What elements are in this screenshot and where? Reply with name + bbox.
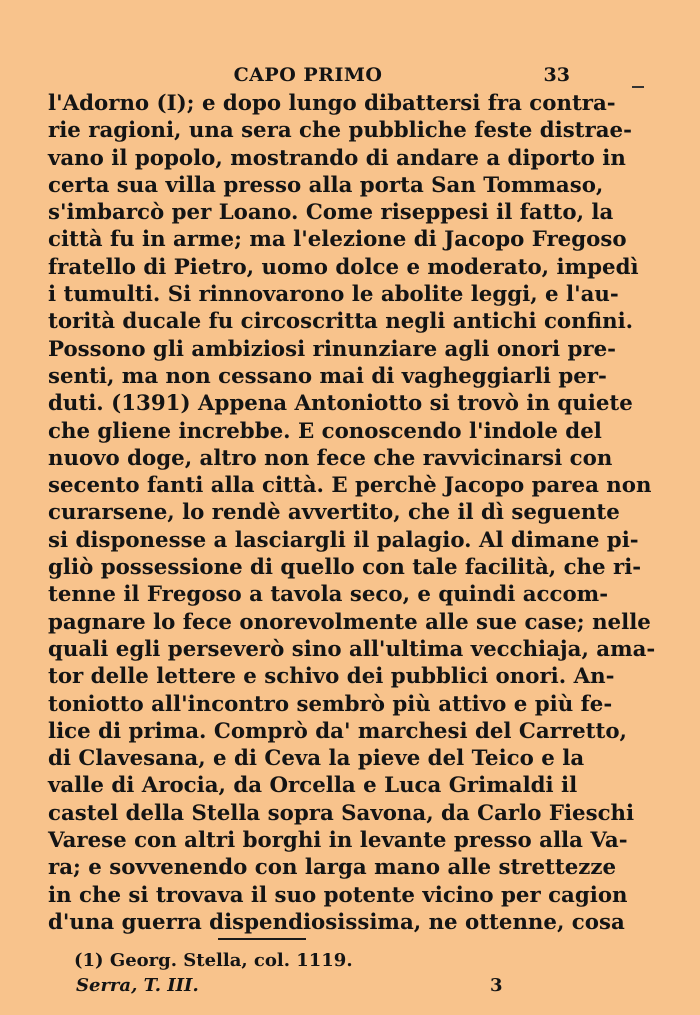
text-line: di Clavesana, e di Ceva la pieve del Teico e la <box>48 746 585 772</box>
text-line: toniotto all'incontro sembrò più attivo e più fe- <box>48 691 613 717</box>
margin-mark <box>632 86 644 88</box>
text-line: nuovo doge, altro non fece che ravvicinarsi con <box>48 445 613 471</box>
text-line: città fu in arme; ma l'elezione di Jacopo Fregoso <box>48 227 627 253</box>
text-line: vano il popolo, mostrando di andare a diporto in <box>48 145 626 171</box>
text-line: quali egli perseverò sino all'ultima vecchiaja, ama- <box>48 636 656 662</box>
text-line: si disponesse a lasciargli il palagio. Al dimane pi- <box>48 527 639 553</box>
text-line: l'Adorno (I); e dopo lungo dibattersi fra contra- <box>48 91 616 116</box>
footnote: (1) Georg. Stella, col. 1119. <box>74 950 353 971</box>
text-line: pagnare lo fece onorevolmente alle sue case; nelle <box>48 609 651 635</box>
body-text <box>48 90 656 936</box>
text-line: in che si trovava il suo potente vicino per cagion <box>48 882 628 908</box>
text-line: i tumulti. Si rinnovarono le abolite leggi, e l'au- <box>48 282 619 308</box>
text-line: Possono gli ambiziosi rinunziare agli onori pre- <box>48 336 616 362</box>
text-line: fratello di Pietro, uomo dolce e moderato, impedì <box>48 254 639 280</box>
signature-mark: Serra, T. III. <box>76 975 199 996</box>
text-line: tenne il Fregoso a tavola seco, e quindi accom- <box>48 582 609 608</box>
text-line: Varese con altri borghi in levante presso alla Va- <box>48 828 628 854</box>
text-line: s'imbarcò per Loano. Come riseppesi il fatto, la <box>48 200 614 226</box>
text-line: d'una guerra dispendiosissima, ne ottenne, cosa <box>48 909 625 935</box>
text-line: rie ragioni, una sera che pubbliche feste distrae- <box>48 118 632 144</box>
page-header <box>48 64 568 92</box>
running-title: CAPO PRIMO <box>233 64 383 86</box>
text-line: ra; e sovvenendo con larga mano alle strettezze <box>48 855 617 881</box>
page-number: 33 <box>543 64 570 86</box>
text-line: tor delle lettere e schivo dei pubblici onori. An- <box>48 664 615 690</box>
text-line: duti. (1391) Appena Antoniotto si trovò in quiete <box>48 391 633 417</box>
signature-number: 3 <box>490 975 503 996</box>
text-line: castel della Stella sopra Savona, da Carlo Fieschi <box>48 800 635 826</box>
text-line: gliò possessione di quello con tale facilità, che ri- <box>48 555 642 581</box>
text-line: torità ducale fu circoscritta negli antichi confini. <box>48 309 634 335</box>
text-line: che gliene increbbe. E conoscendo l'indole del <box>48 418 602 444</box>
footnote-rule <box>218 938 306 940</box>
text-line: curarsene, lo rendè avvertito, che il dì seguente <box>48 500 620 526</box>
text-line: valle di Arocia, da Orcella e Luca Grimaldi il <box>48 773 578 799</box>
text-line: secento fanti alla città. E perchè Jacopo parea non <box>48 473 652 499</box>
text-line: lice di prima. Comprò da' marchesi del Carretto, <box>48 718 627 744</box>
text-line: senti, ma non cessano mai di vagheggiarli per- <box>48 363 607 389</box>
text-line: certa sua villa presso alla porta San Tommaso, <box>48 172 604 198</box>
